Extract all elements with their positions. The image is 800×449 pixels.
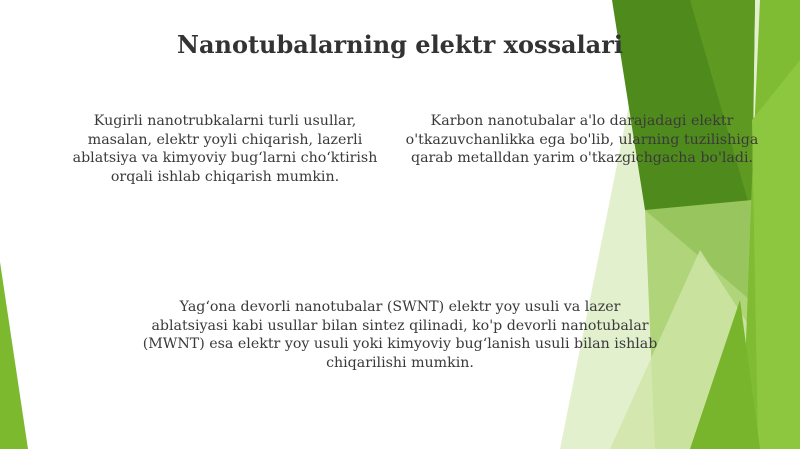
slide-title: Nanotubalarning elektr xossalari — [177, 30, 623, 59]
paragraph-production-methods: Kugirli nanotrubkalarni turli usullar, masalan, elektr yoyli chiqarish, lazerli ablatsiya va kimyoviy bug‘larni cho‘ktirish orqali ishlab chiqarish mumkin. — [72, 113, 378, 185]
paragraph-conductivity: Karbon nanotubalar a'lo darajadagi elektr o'tkazuvchanlikka ega bo'lib, ularning tuzilishiga qarab metalldan yarim o'tkazgichgacha bo'ladi. — [405, 113, 759, 166]
paragraph-swnt-mwnt-synthesis: Yag‘ona devorli nanotubalar (SWNT) elektr yoy usuli va lazer ablatsiyasi kabi usullar bilan sintez qilinadi, ko'p devorli nanotubalar (MWNT) esa elektr yoy usuli yoki kimyoviy bug‘lanish usuli bilan ishlab chiqarilishi mumkin. — [142, 299, 658, 371]
